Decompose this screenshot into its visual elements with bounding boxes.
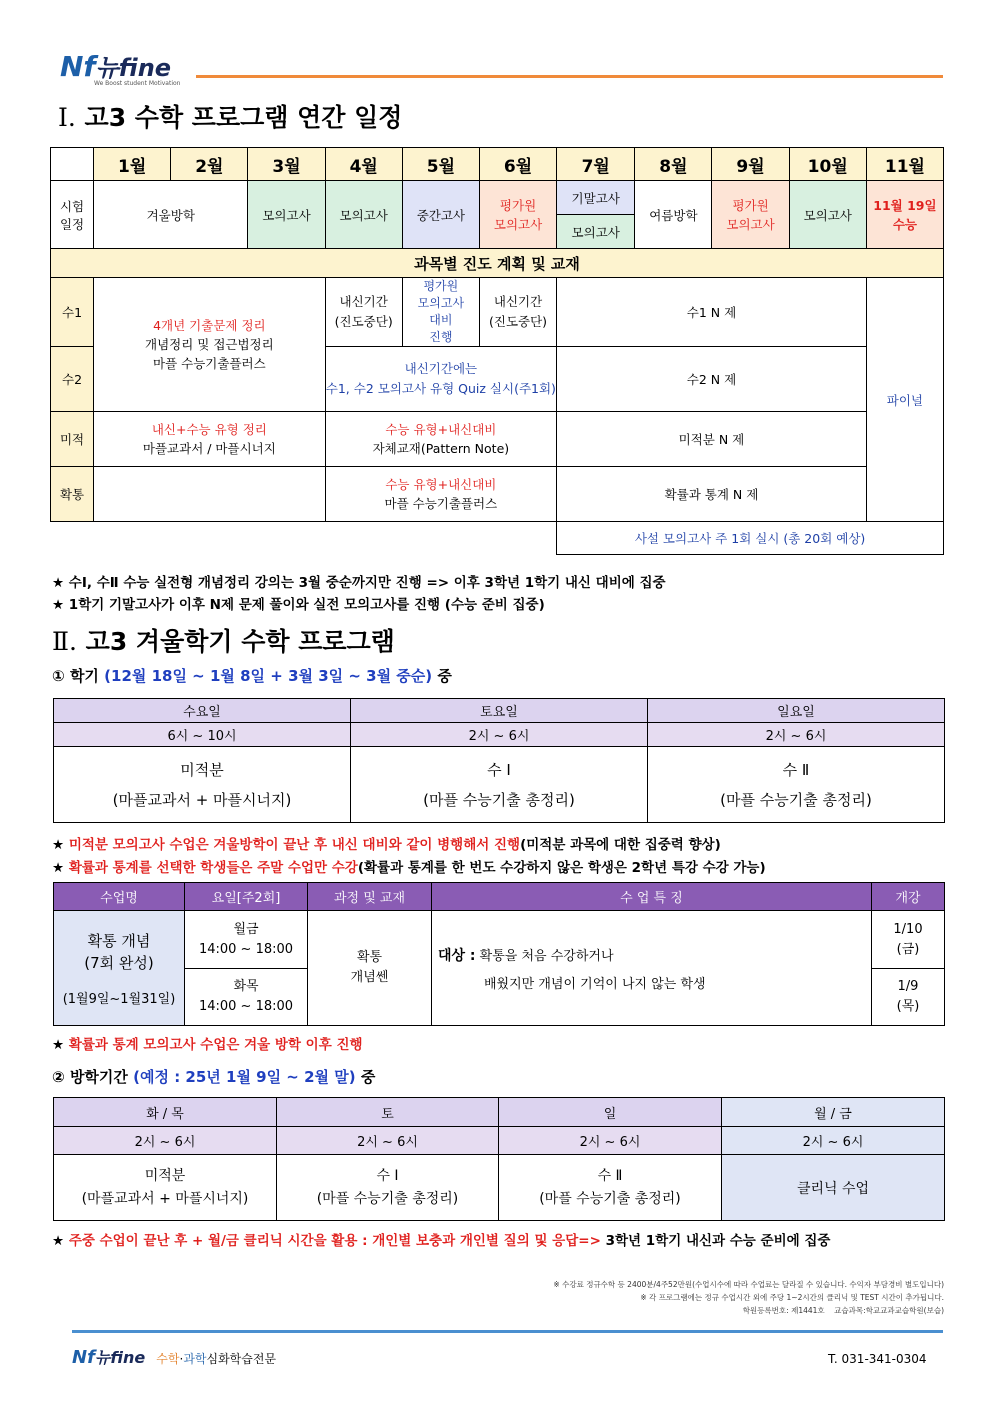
note2-b-red: 확률과 통계를 선택한 학생들은 주말 수업만 수강 xyxy=(68,860,358,876)
exam-label: 시험 일정 xyxy=(51,181,94,249)
fine-1: ※ 수강료 정규수학 등 2400분/4주52만원(수업시수에 따라 수업료는 달라질 수 있습니다. 수익자 부담경비 별도입니다) xyxy=(553,1280,944,1289)
note2-a xyxy=(52,833,721,853)
t4-clinic: 클리닉 수업 xyxy=(722,1155,945,1221)
t3-class-title: 확통 개념 (7회 완성) xyxy=(84,931,154,972)
note3-red: 확률과 통계 모의고사 수업은 겨울 방학 이후 진행 xyxy=(68,1037,363,1053)
t4-subject-tuethu: 미적분 xyxy=(144,1167,186,1184)
footer-slogan-b: 과학 xyxy=(183,1352,207,1366)
hwak-b-body: 마플 수능기출플러스 xyxy=(384,496,498,511)
t2-time-sun: 2시 ~ 6시 xyxy=(648,723,945,747)
row-mijeok: 미적 xyxy=(51,412,94,467)
logo-text: 뉴fine xyxy=(95,54,172,82)
exam-aug: 여름방학 xyxy=(635,181,712,249)
hwak-a xyxy=(94,467,326,522)
section1-text: 고3 수학 프로그램 연간 일정 xyxy=(84,103,403,132)
mijeok-a-body: 마플교과서 / 마플시너지 xyxy=(142,441,276,456)
footer-logo-nf: Nf xyxy=(72,1347,95,1368)
footer-slogan-a: 수학 xyxy=(156,1352,180,1366)
t4-book-sat: (마플 수능기출 총정리) xyxy=(316,1190,459,1207)
t2-class-sun xyxy=(648,747,945,823)
t2-day-sun: 일요일 xyxy=(648,699,945,723)
exam-nov: 11월 19일 수능 xyxy=(866,181,943,249)
month-9: 9월 xyxy=(712,148,789,181)
sub1-circle: ① xyxy=(52,667,65,685)
sub2-post: 중 xyxy=(360,1068,376,1086)
note3 xyxy=(52,1033,363,1053)
month-5: 5월 xyxy=(402,148,479,181)
t3-h-name: 수업명 xyxy=(54,883,185,911)
sub1-pre: 학기 xyxy=(69,667,99,685)
exam-jun: 평가원 모의고사 xyxy=(479,181,556,249)
t2-subject-sat: 수 Ⅰ xyxy=(487,760,511,779)
mijeok-n: 미적분 N 제 xyxy=(557,412,867,467)
t4-day-sat: 토 xyxy=(277,1098,499,1127)
t3-slot1 xyxy=(185,911,308,969)
header-logo xyxy=(60,48,190,88)
section2-text: 고3 겨울학기 수학 프로그램 xyxy=(85,627,395,656)
month-1: 1월 xyxy=(94,148,171,181)
naesin-quiz: 내신기간에는 수1, 수2 모의고사 유형 Quiz 실시(주1회) xyxy=(325,347,557,412)
vacation-table xyxy=(53,1097,945,1221)
footer-logo-text: 뉴fine xyxy=(94,1348,146,1367)
t4-day-monfri: 월 / 금 xyxy=(722,1098,945,1127)
t4-time-sat: 2시 ~ 6시 xyxy=(277,1127,499,1155)
t2-time-sat: 2시 ~ 6시 xyxy=(351,723,648,747)
su-common-body: 개념정리 및 접근법정리 마플 수능기출플러스 xyxy=(145,337,274,371)
mock-blank xyxy=(51,522,557,555)
su-common xyxy=(94,278,326,412)
semester-table xyxy=(53,698,945,823)
note4-black: 3학년 1학기 내신과 수능 준비에 집중 xyxy=(605,1233,831,1249)
t3-feat-text1: 확통을 처음 수강하거나 xyxy=(479,948,614,964)
t3-h-open: 개강 xyxy=(872,883,945,911)
t4-time-sun: 2시 ~ 6시 xyxy=(499,1127,722,1155)
t2-class-sat xyxy=(351,747,648,823)
t3-feature xyxy=(432,911,872,1026)
mijeok-a-title: 내신+수능 유형 정리 xyxy=(151,422,267,437)
annual-schedule xyxy=(50,147,944,555)
t4-day-tuethu: 화 / 목 xyxy=(54,1098,277,1127)
exam-mar: 모의고사 xyxy=(248,181,325,249)
t4-time-tuethu: 2시 ~ 6시 xyxy=(54,1127,277,1155)
t3-slot2-time: 14:00 ~ 18:00 xyxy=(198,999,294,1014)
fine-print xyxy=(553,1278,944,1317)
month-8: 8월 xyxy=(635,148,712,181)
mijeok-b xyxy=(325,412,557,467)
logo-nf: Nf xyxy=(60,50,96,83)
t2-book-sun: (마플 수능기출 총정리) xyxy=(720,790,872,809)
header-rule xyxy=(196,75,943,78)
t4-book-sun: (마플 수능기출 총정리) xyxy=(539,1190,681,1207)
month-corner xyxy=(51,148,94,181)
section2-title xyxy=(52,622,395,658)
su1-n: 수1 N 제 xyxy=(557,278,867,347)
exam-oct: 모의고사 xyxy=(789,181,866,249)
row-su2: 수2 xyxy=(51,347,94,412)
t3-feat-label: 대상 : xyxy=(438,947,476,964)
note2-b-black: (확률과 통계를 한 번도 수강하지 않은 학생은 2학년 특강 수강 가능) xyxy=(357,860,766,876)
footer-slogan-dot: · xyxy=(179,1352,184,1366)
note4 xyxy=(52,1229,830,1249)
t4-time-monfri: 2시 ~ 6시 xyxy=(722,1127,945,1155)
t2-subject-sun: 수 Ⅱ xyxy=(782,760,810,779)
t2-book-sat: (마플 수능기출 총정리) xyxy=(423,790,575,809)
exam-jul-bottom: 모의고사 xyxy=(557,215,635,249)
sub2-pre: 방학기간 xyxy=(69,1068,128,1086)
t3-slot1-day: 월금 xyxy=(233,921,259,937)
t3-slot2-day: 화목 xyxy=(233,979,259,994)
row-hwaktong: 확통 xyxy=(51,467,94,522)
hwak-b-title: 수능 유형+내신대비 xyxy=(385,477,497,492)
su2-n: 수2 N 제 xyxy=(557,347,867,412)
note3-star: ★ xyxy=(52,1037,65,1053)
t4-subject-sun: 수 Ⅱ xyxy=(597,1167,623,1184)
note1-b: ★ 1학기 기말고사가 이후 N제 문제 풀이와 실전 모의고사를 진행 (수능 준비 집중) xyxy=(52,597,545,613)
t4-class-tuethu xyxy=(54,1155,277,1221)
sub1-period: (12월 18일 ~ 1월 8일 + 3월 3일 ~ 3월 중순) xyxy=(104,667,433,685)
month-3: 3월 xyxy=(248,148,325,181)
t3-class-name xyxy=(54,911,185,1026)
t3-h-day: 요일[주2회] xyxy=(185,883,308,911)
t3-open1: 1/10 (금) xyxy=(872,911,945,969)
exam-apr: 모의고사 xyxy=(325,181,402,249)
t2-class-wed xyxy=(54,747,351,823)
footer-rule xyxy=(72,1330,943,1333)
t2-book-wed: (마플교과서 + 마플시너지) xyxy=(112,790,292,809)
section2-num: Ⅱ. xyxy=(52,627,77,656)
sub2-title xyxy=(52,1066,375,1087)
section1-title xyxy=(58,98,402,134)
sub1-title xyxy=(52,665,452,686)
note2-a-red: 미적분 모의고사 수업은 겨울방학이 끝난 후 내신 대비와 같이 병행해서 진행 xyxy=(68,837,521,853)
naesin-1: 내신기간 (진도중단) xyxy=(325,278,402,347)
exam-winter: 겨울방학 xyxy=(94,181,248,249)
mijeok-b-body: 자체교재(Pattern Note) xyxy=(372,441,510,456)
t4-subject-sat: 수 Ⅰ xyxy=(376,1167,399,1184)
exam-sep: 평가원 모의고사 xyxy=(712,181,789,249)
note1-a: ★ 수Ⅰ, 수Ⅱ 수능 실전형 개념정리 강의는 3월 중순까지만 진행 => 이후 3학년 1학기 내신 대비에 집중 xyxy=(52,575,666,591)
note2-a-star: ★ xyxy=(52,837,65,853)
t3-feat-line1 xyxy=(438,945,871,965)
hwak-n: 확률과 통계 N 제 xyxy=(557,467,867,522)
final: 파이널 xyxy=(866,278,943,522)
t3-open2: 1/9 (목) xyxy=(872,969,945,1026)
class-table xyxy=(53,882,945,1026)
mijeok-a xyxy=(94,412,326,467)
t2-time-wed: 6시 ~ 10시 xyxy=(54,723,351,747)
pyeong-prep: 평가원 모의고사 대비 진행 xyxy=(402,278,479,347)
logo-tagline: We Boost student Motivation xyxy=(94,80,181,87)
mock-exam: 사설 모의고사 주 1회 실시 (총 20회 예상) xyxy=(557,522,944,555)
mijeok-b-title: 수능 유형+내신대비 xyxy=(385,422,497,437)
su-common-title: 4개년 기출문제 정리 xyxy=(153,318,266,333)
footer-logo xyxy=(72,1345,276,1368)
t4-book-tuethu: (마플교과서 + 마플시너지) xyxy=(81,1190,249,1207)
footer-slogan-c: 심화학습전문 xyxy=(206,1352,277,1366)
hwak-b xyxy=(325,467,557,522)
t4-day-sun: 일 xyxy=(499,1098,722,1127)
t4-class-sun xyxy=(499,1155,722,1221)
plan-header: 과목별 진도 계획 및 교재 xyxy=(51,249,944,278)
t3-course: 확통 개념쎈 xyxy=(308,911,432,1026)
t2-subject-wed: 미적분 xyxy=(180,760,224,779)
sub2-period: (예정 : 25년 1월 9일 ~ 2월 말) xyxy=(133,1068,356,1086)
sub2-circle: ② xyxy=(52,1068,65,1086)
exam-jul-top: 기말고사 xyxy=(557,181,635,215)
fine-2: ※ 각 프로그램에는 정규 수업시간 외에 주당 1~2시간의 클리닉 및 TEST 시간이 추가됩니다. xyxy=(640,1293,944,1302)
t3-slot2 xyxy=(185,969,308,1026)
month-6: 6월 xyxy=(479,148,556,181)
t3-slot1-time: 14:00 ~ 18:00 xyxy=(198,941,294,957)
t4-class-sat xyxy=(277,1155,499,1221)
row-su1: 수1 xyxy=(51,278,94,347)
t3-feat-line2: 배웠지만 개념이 기억이 나지 않는 학생 xyxy=(484,976,706,992)
t2-day-sat: 토요일 xyxy=(351,699,648,723)
note2-a-black: (미적분 과목에 대한 집중력 향상) xyxy=(520,837,721,853)
month-2: 2월 xyxy=(171,148,248,181)
footer-phone: T. 031-341-0304 xyxy=(828,1352,927,1366)
t3-h-course: 과정 및 교재 xyxy=(308,883,432,911)
month-4: 4월 xyxy=(325,148,402,181)
t2-day-wed: 수요일 xyxy=(54,699,351,723)
footer-slogan xyxy=(156,1352,276,1366)
month-11: 11월 xyxy=(866,148,943,181)
section1-num: Ⅰ. xyxy=(58,103,76,132)
note4-red: 주중 수업이 끝난 후 + 월/금 클리닉 시간을 활용 : 개인별 보충과 개인별 질의 및 응답=> xyxy=(68,1233,601,1249)
note2-b xyxy=(52,856,766,876)
month-10: 10월 xyxy=(789,148,866,181)
sub1-post: 중 xyxy=(437,667,452,685)
fine-3: 학원등록번호: 제1441호 교습과목:학교교과교습학원(보습) xyxy=(742,1306,944,1315)
t3-class-period: (1월9일~1월31일) xyxy=(62,991,176,1007)
exam-may: 중간고사 xyxy=(402,181,479,249)
note4-star: ★ xyxy=(52,1233,65,1249)
t3-h-feature: 수 업 특 징 xyxy=(432,883,872,911)
naesin-2: 내신기간 (진도중단) xyxy=(479,278,556,347)
note2-b-star: ★ xyxy=(52,860,65,876)
month-7: 7월 xyxy=(557,148,635,181)
